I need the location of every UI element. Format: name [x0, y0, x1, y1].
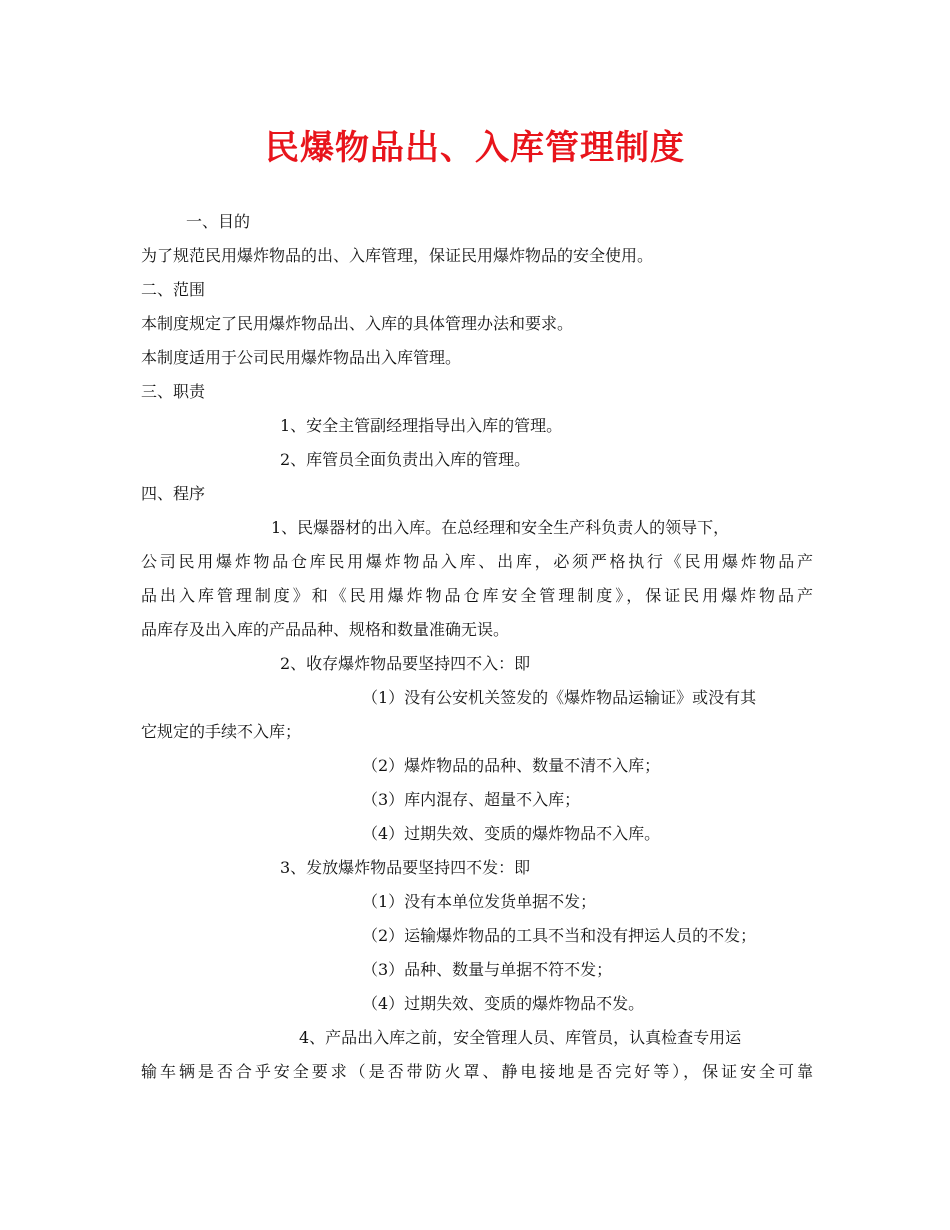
- sub-list-item: （4）过期失效、变质的爆炸物品不入库。: [362, 824, 661, 843]
- list-item: 1、安全主管副经理指导出入库的管理。: [280, 416, 563, 435]
- paragraph-line: 它规定的手续不入库；: [141, 722, 302, 741]
- sub-list-item: （1）没有公安机关签发的《爆炸物品运输证》或没有其: [362, 688, 757, 707]
- paragraph-line: 本制度规定了民用爆炸物品出、入库的具体管理办法和要求。: [141, 314, 574, 333]
- list-item: 4、产品出入库之前，安全管理人员、库管员，认真检查专用运: [299, 1028, 742, 1047]
- sub-list-item: （3）库内混存、超量不入库；: [362, 790, 581, 809]
- section-heading-purpose: 一、目的: [186, 212, 251, 231]
- sub-list-item: （3）品种、数量与单据不符不发；: [362, 960, 613, 979]
- paragraph-line: 品库存及出入库的产品品种、规格和数量准确无误。: [141, 620, 510, 639]
- section-heading-procedure: 四、程序: [141, 484, 206, 503]
- section-heading-scope: 二、范围: [141, 280, 206, 299]
- sub-list-item: （1）没有本单位发货单据不发；: [362, 892, 597, 911]
- document-body: [141, 205, 813, 1089]
- list-item: 3、发放爆炸物品要坚持四不发：即: [280, 858, 531, 877]
- paragraph-line: 品出入库管理制度》和《民用爆炸物品仓库安全管理制度》，保证民用爆炸物品产: [141, 586, 813, 605]
- list-item: 2、收存爆炸物品要坚持四不入：即: [280, 654, 531, 673]
- paragraph-line: 1、民爆器材的出入库。在总经理和安全生产科负责人的领导下，: [271, 518, 730, 537]
- paragraph-line: 本制度适用于公司民用爆炸物品出入库管理。: [141, 348, 462, 367]
- document-title: 民爆物品出、入库管理制度: [265, 128, 685, 168]
- sub-list-item: （4）过期失效、变质的爆炸物品不发。: [362, 994, 645, 1013]
- section-heading-duties: 三、职责: [141, 382, 206, 401]
- paragraph-line: 为了规范民用爆炸物品的出、入库管理，保证民用爆炸物品的安全使用。: [141, 246, 654, 265]
- sub-list-item: （2）运输爆炸物品的工具不当和没有押运人员的不发；: [362, 926, 757, 945]
- sub-list-item: （2）爆炸物品的品种、数量不清不入库；: [362, 756, 661, 775]
- paragraph-line: 公司民用爆炸物品仓库民用爆炸物品入库、出库，必须严格执行《民用爆炸物品产: [141, 552, 813, 571]
- list-item: 2、库管员全面负责出入库的管理。: [280, 450, 531, 469]
- paragraph-line: 输车辆是否合乎安全要求（是否带防火罩、静电接地是否完好等），保证安全可靠: [141, 1062, 813, 1081]
